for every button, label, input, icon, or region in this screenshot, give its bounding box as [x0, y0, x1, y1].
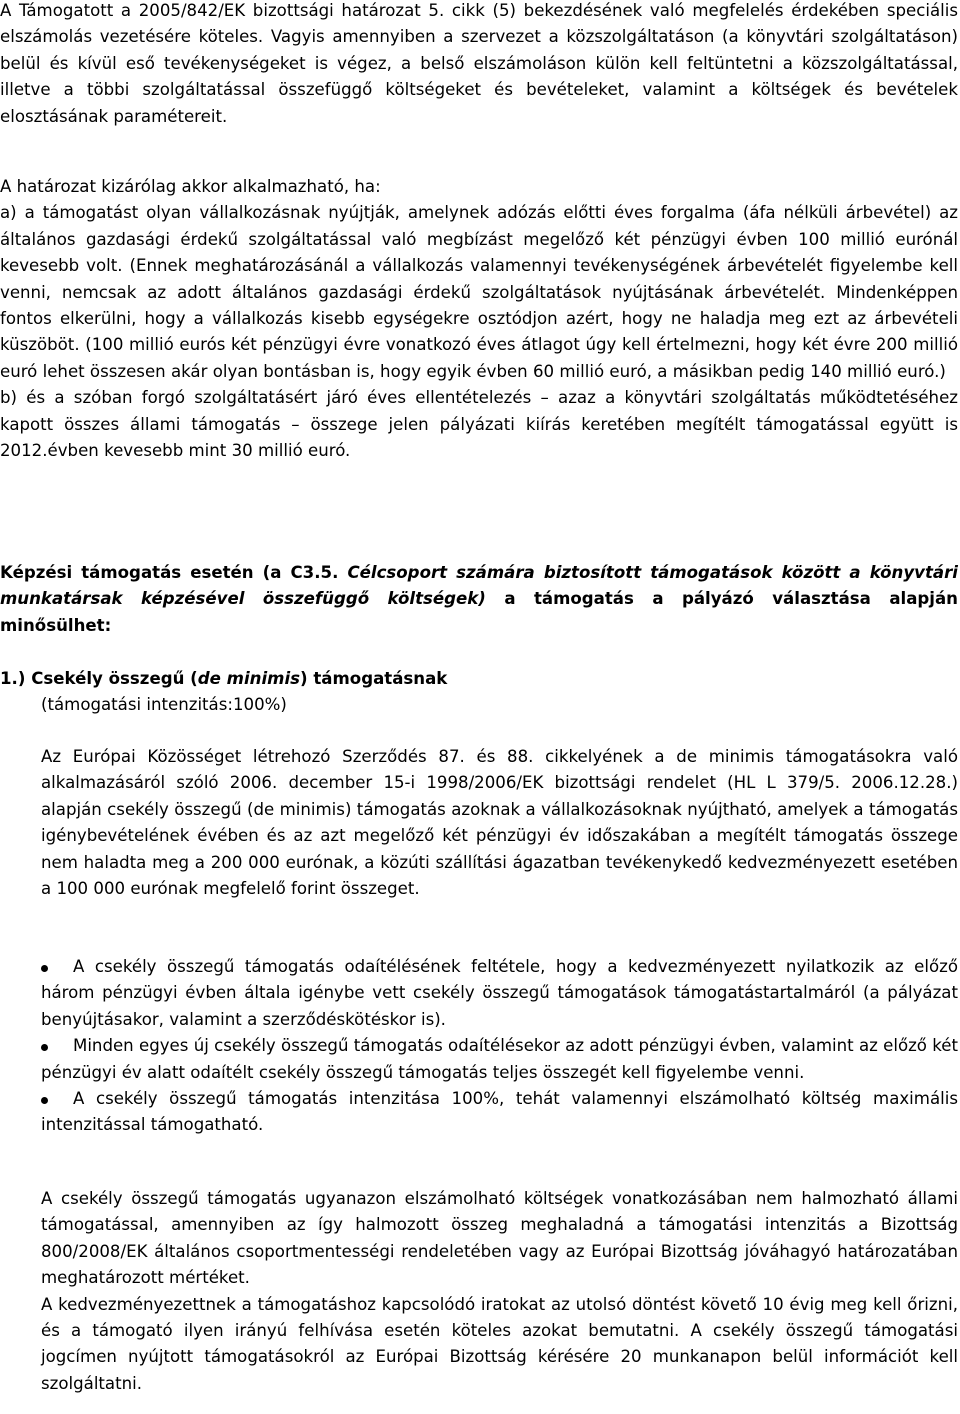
bullet-item: A csekély összegű támogatás intenzitása 100%, tehát valamennyi elszámolható költség maximális intenzitással támogatható.	[41, 1089, 958, 1135]
conditions-section	[0, 174, 958, 464]
condition-a: a) a támogatást olyan vállalkozásnak nyújtják, amelynek adózás előtti éves forgalma (áfa nélküli árbevétel) az általános gazdasági érdekű szolgáltatással való megbízást megelőző két pénzügyi évben 100 millió eurónál kevesebb volt. (Ennek meghatározásánál a vállalkozás valamennyi tevékenységének árbevételét figyelembe kell venni, nemcsak az adott általános gazdasági érdekű szolgáltatások nyújtásának árbevételét. Mindenképpen fontos elkerülni, hogy a vállalkozás kisebb egységekre osztódjon azért, hogy ne haladja meg ezt az árbevételi küszöböt. (100 millió eurós két pénzügyi évre vonatkozó éves átlagot úgy kell értelmezni, hogy két évre 200 millió euró lehet összesen akár olyan bontásban is, hogy egyik évben 60 millió euró, a másikban pedig 140 millió euró.)	[0, 203, 958, 381]
section1-paragraph3: A kedvezményezettnek a támogatáshoz kapcsolódó iratokat az utolsó döntést követő 10 évig meg kell őrizni, és a támogató ilyen irányú felhívása esetén köteles azokat bemutatni. A csekély összegű támogatási jogcímen nyújtott támogatásokról az Európai Bizottság kérésére 20 munkanapon belül információt kell szolgáltatni.	[41, 1294, 958, 1393]
intro-paragraph: A Támogatott a 2005/842/EK bizottsági határozat 5. cikk (5) bekezdésének való megfelelés érdekében speciális elszámolás vezetésére köteles. Vagyis amennyiben a szervezet a közszolgáltatáson (a könyvtári szolgáltatáson) belül és kívül eső tevékenységeket is végez, a belső elszámoláson külön kell feltüntetni a közszolgáltatással, illetve a többi szolgáltatással összefüggő költségeket és bevételeket, valamint a költségek és bevételek elosztásának paramétereit.	[0, 1, 958, 126]
training-heading	[0, 560, 958, 639]
section1-body	[41, 744, 958, 902]
bullet-item: A csekély összegű támogatás odaítélésének feltétele, hogy a kedvezményezett nyilatkozik az előző három pénzügyi évben általa igénybe vett csekély összegű támogatások támogatástartalmáról (a pályázat benyújtásakor, valamint a szerződéskötéskor is).	[41, 957, 958, 1029]
section1-title-italic: de minimis	[197, 669, 301, 688]
section1-subtitle: (támogatási intenzitás:100%)	[41, 695, 287, 714]
bullet-icon	[41, 965, 48, 972]
section1-subtitle-block	[41, 692, 958, 718]
bullet-icon	[41, 1044, 48, 1051]
section1-cumulation	[41, 1186, 958, 1397]
section1-paragraph1: Az Európai Közösséget létrehozó Szerződés 87. és 88. cikkelyének a de minimis támogatásokra való alkalmazásáról szóló 2006. december 15-i 1998/2006/EK bizottsági rendelet (HL L 379/5. 2006.12.28.) alapján csekély összegű (de minimis) támogatás azoknak a vállalkozásoknak nyújtható, amelyek a támogatás igénybevételének évében és az azt megelőző két pénzügyi év időszakában a megítélt támogatás összege nem haladta meg a 200 000 eurónak, a közúti szállítási ágazatban tevékenykedő kedvezményezett esetében a 100 000 eurónak megfelelő forint összeget.	[41, 747, 958, 899]
conditions-lead: A határozat kizárólag akkor alkalmazható, ha:	[0, 177, 381, 196]
training-heading-part3: a támogatás a pályázó választása alapján minősülhet:	[0, 589, 958, 635]
condition-b: b) és a szóban forgó szolgáltatásért járó éves ellentételezés – azaz a könyvtári szolgáltatás működtetéséhez kapott összes állami támogatás – összege jelen pályázati kiírás keretében megítélt támogatással együtt is 2012.évben kevesebb mint 30 millió euró.	[0, 388, 958, 461]
section1-title	[0, 666, 958, 692]
bullet-icon	[41, 1097, 48, 1104]
section1-title-suffix: ) támogatásnak	[300, 669, 448, 688]
intro-section	[0, 0, 958, 130]
training-heading-italic: Célcsoport számára biztosított támogatások között a könyvtári munkatársak képzésével összefüggő költségek)	[0, 563, 958, 609]
section1-bullet-list	[41, 954, 958, 1139]
bullet-item: Minden egyes új csekély összegű támogatás odaítélésekor az adott pénzügyi évben, valamint az előző két pénzügyi év alatt odaítélt csekély összegű támogatás teljes összegét kell figyelembe venni.	[41, 1036, 958, 1082]
section1-title-prefix: 1.) Csekély összegű (	[0, 669, 198, 688]
section1-paragraph2: A csekély összegű támogatás ugyanazon elszámolható költségek vonatkozásában nem halmozható állami támogatással, amennyiben az így halmozott összeg meghaladná a támogatási intenzitás a Bizottság 800/2008/EK általános csoportmentességi rendeletében vagy az Európai Bizottság jóváhagyó határozatában meghatározott mértéket.	[41, 1189, 958, 1288]
training-heading-part1: Képzési támogatás esetén (a C3.5.	[0, 563, 348, 582]
